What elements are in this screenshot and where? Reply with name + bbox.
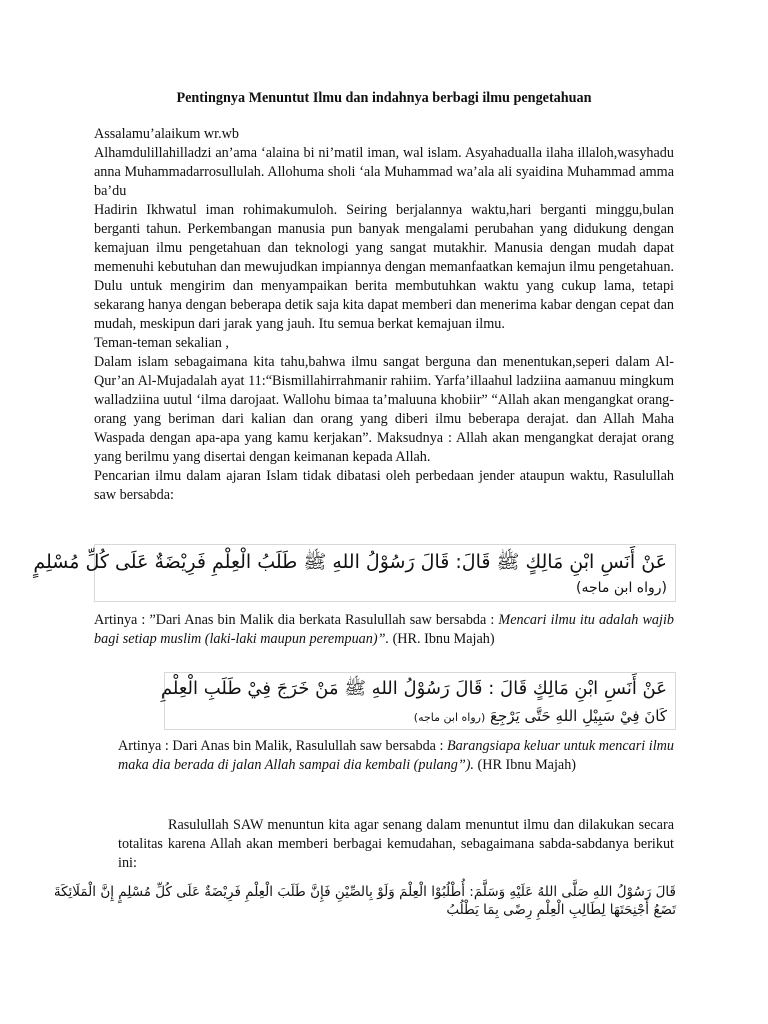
- hadith-3-arabic: [53, 883, 676, 919]
- hadith-1-translation: [94, 611, 674, 649]
- pencarian-paragraph: Pencarian ilmu dalam ajaran Islam tidak dibatasi oleh perbedaan jender ataupun waktu, Rasulullah saw bersabda:: [94, 468, 674, 503]
- hadith-2-trans-plain: Artinya : Dari Anas bin Malik, Rasulullah saw bersabda :: [118, 738, 448, 754]
- hadith-1-arabic-box: [33, 544, 676, 602]
- hadith-2-arabic-line-2: [173, 703, 667, 731]
- greeting: Assalamu’alaikum wr.wb: [94, 126, 239, 142]
- hadith-1-arabic: عَنْ أَنَسِ ابْنِ مَالِكٍ ﷺ قَالَ: قَالَ رَسُوْلُ اللهِ ﷺ طَلَبُ الْعِلْمِ فَرِيْضَةٌ عَلَى كُلِّ مُسْلِمٍ: [33, 551, 667, 573]
- hadith-1-trans-end: (HR. Ibnu Majah): [389, 631, 495, 647]
- document-title: Pentingnya Menuntut Ilmu dan indahnya berbagi ilmu pengetahuan: [176, 90, 592, 106]
- hadith-2-arabic-line-2-text: كَانَ فِيْ سَبِيْلِ اللهِ حَتَّى يَرْجِعَ: [490, 707, 667, 725]
- hadith-2-translation: [118, 737, 674, 775]
- hadith-2-trans-end: (HR Ibnu Majah): [473, 757, 577, 773]
- opening-paragraph: Alhamdulillahilladzi an’ama ‘alaina bi ni’matil iman, wal islam. Asyahadualla ilaha illaloh,wasyhadu anna Muhammadarrosullulah. Allohuma sholi ‘ala Muhammad wa’ala ali syaidina Muhammad amma ba’du: [94, 145, 674, 199]
- hadith-2-source: (رواه ابن ماجه): [413, 711, 486, 724]
- hadith-2-trans-italic: Barangsiapa keluar untuk mencari ilmu maka dia berada di jalan Allah sampai dia kembali (pulang”).: [118, 738, 674, 773]
- teman-paragraph: Teman-teman sekalian ,: [94, 335, 229, 351]
- rasulullah-section: [118, 816, 674, 873]
- hadirin-paragraph: Hadirin Ikhwatul iman rohimakumuloh. Seiring berjalannya waktu,hari berganti minggu,bulan berganti tahun. Perkembangan manusia pun banyak mengalami perubahan yang didukung dengan kemajuan ilmu pengetahuan dan teknologi yang sangat mutakhir. Manusia dengan mudah dapat memenuhi kebutuhan dan mewujudkan impiannya dengan memanfaatkan kemajun ilmu pengetahuan. Dulu untuk mengirim dan menyampaikan berita membutuhkan waktu yang cukup lama, tetapi sekarang hanya dengan beberapa detik saja kita dapat memberi dan menerima kabar dengan cepat dan mudah, meskipun dari jarak yang jauh. Itu semua berkat kemajuan ilmu.: [94, 202, 674, 332]
- rasulullah-paragraph: Rasulullah SAW menuntun kita agar senang dalam menuntut ilmu dan dilakukan secara totalitas karena Allah akan memberi berbagai kemudahan, sebagaimana sabda-sabdanya berikut ini:: [118, 817, 674, 871]
- opening-section: [94, 125, 674, 505]
- hadith-1-source: (رواه ابن ماجه): [576, 580, 667, 596]
- hadith-2-arabic-line-1: عَنْ أَنَسِ ابْنِ مَالِكٍ قَالَ : قَالَ رَسُوْلُ اللهِ ﷺ مَنْ خَرَجَ فِيْ طَلَبِ الْعِلْمِ: [160, 678, 667, 699]
- hadith-3-arabic-line-2: تَضَعُ أَجْنِحَتَهَا لِطَالِبِ الْعِلْمِ رِضًى بِمَا يَطْلُبُ: [446, 902, 676, 918]
- hadith-1-trans-plain: Artinya : ”Dari Anas bin Malik dia berkata Rasulullah saw bersabda :: [94, 612, 499, 628]
- hadith-1-trans-italic: Mencari ilmu itu adalah wajib bagi setiap muslim (laki-laki maupun perempuan)”.: [94, 612, 674, 647]
- islam-paragraph: Dalam islam sebagaimana kita tahu,bahwa ilmu sangat berguna dan menentukan,seperi dalam Al-Qur’an Al-Mujadalah ayat 11:“Bismillahirrahmanir rahiim. Yarfa’illaahul ladziina aamanuu mingkum walladziina uutul ‘ilma darojaat. Wallohu bimaa ta’maluuna khobiir” “Allah akan mengangkat orang-orang yang beriman dari kalian dan orang yang diberi ilmu beberapa derajat. dan Allah Maha Waspada dengan apa-apa yang kamu kerjakan”. Maksudnya : Allah akan mengangkat derajat orang yang berilmu yang disertai dengan keimanan kepada Allah.: [94, 354, 674, 465]
- hadith-3-arabic-line-1: قَالَ رَسُوْلُ اللهِ صَلَّى اللهُ عَلَيْهِ وَسَلَّمَ: أُطْلُبُوْا الْعِلْمَ وَلَوْ بِالصِّيْنِ فَإِنَّ طَلَبَ الْعِلْمِ فَرِيْضَةٌ عَلَى كُلِّ مُسْلِمٍ إِنَّ الْمَلَائِكَةَ: [53, 884, 676, 900]
- hadith-2-arabic-box: [160, 672, 676, 730]
